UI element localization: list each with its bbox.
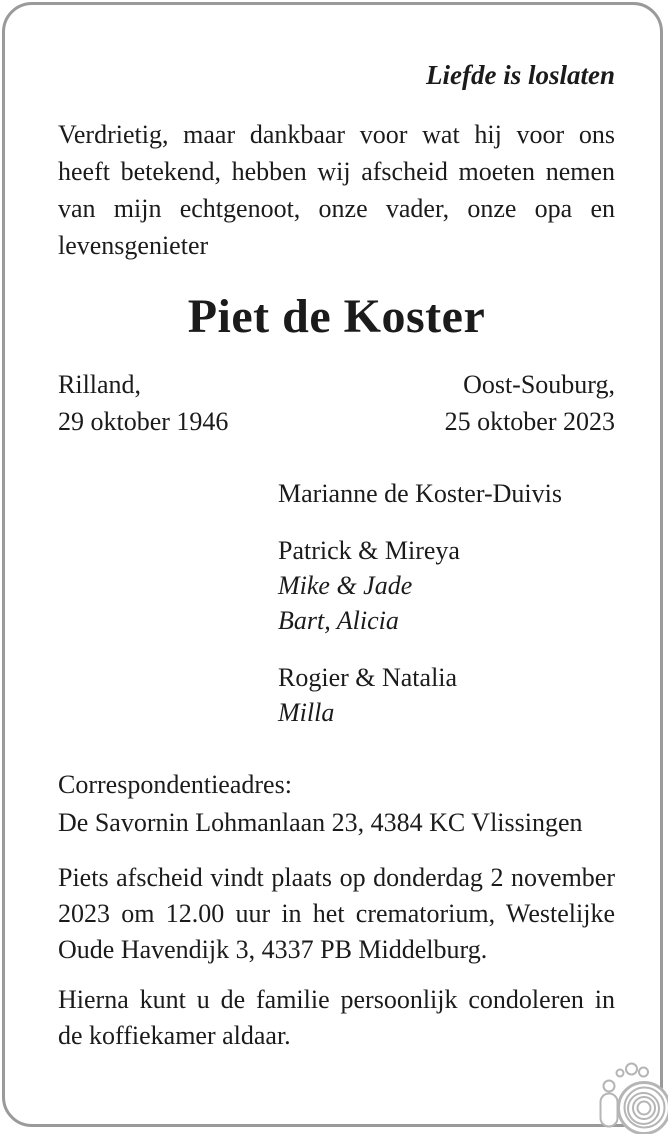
death-place: Oost-Souburg, [463, 370, 615, 399]
correspondence-address: De Savornin Lohmanlaan 23, 4384 KC Vlissingen [58, 808, 583, 837]
memorial-spiral-logo-icon [598, 1060, 668, 1134]
family-member: Mike & Jade [278, 571, 413, 600]
family-member: Marianne de Koster-Duivis [278, 479, 562, 508]
birth-death-row [58, 366, 615, 440]
family-list [278, 476, 615, 730]
family-group-wife [278, 476, 615, 511]
birth-place: Rilland, [58, 370, 142, 399]
family-group-rogier [278, 660, 615, 730]
deceased-name: Piet de Koster [187, 290, 486, 343]
correspondence-block [58, 766, 615, 842]
family-group-patrick [278, 533, 615, 638]
intro-paragraph: Verdrietig, maar dankbaar voor wat hij voor ons heeft betekend, hebben wij afscheid moeten nemen van mijn echtgenoot, onze vader, onze opa en levensgenieter [58, 120, 615, 260]
family-member: Bart, Alicia [278, 606, 399, 635]
obituary-card [2, 2, 663, 1127]
correspondence-label: Correspondentieadres: [58, 770, 292, 799]
birth-place-date [58, 366, 228, 440]
death-date: 25 oktober 2023 [444, 407, 615, 436]
family-member: Patrick & Mireya [278, 536, 460, 565]
epigraph-quote: Liefde is loslaten [426, 60, 615, 90]
obituary-content [58, 57, 615, 1054]
birth-date: 29 oktober 1946 [58, 407, 229, 436]
family-member: Milla [278, 698, 335, 727]
condolence-paragraph: Hierna kunt u de familie persoonlijk condoleren in de koffiekamer aldaar. [58, 985, 615, 1050]
death-place-date [445, 366, 615, 440]
service-paragraph: Piets afscheid vindt plaats op donderdag 2 november 2023 om 12.00 uur in het crematorium, Westelijke Oude Havendijk 3, 4337 PB Middelburg. [58, 863, 615, 964]
family-member: Rogier & Natalia [278, 663, 458, 692]
